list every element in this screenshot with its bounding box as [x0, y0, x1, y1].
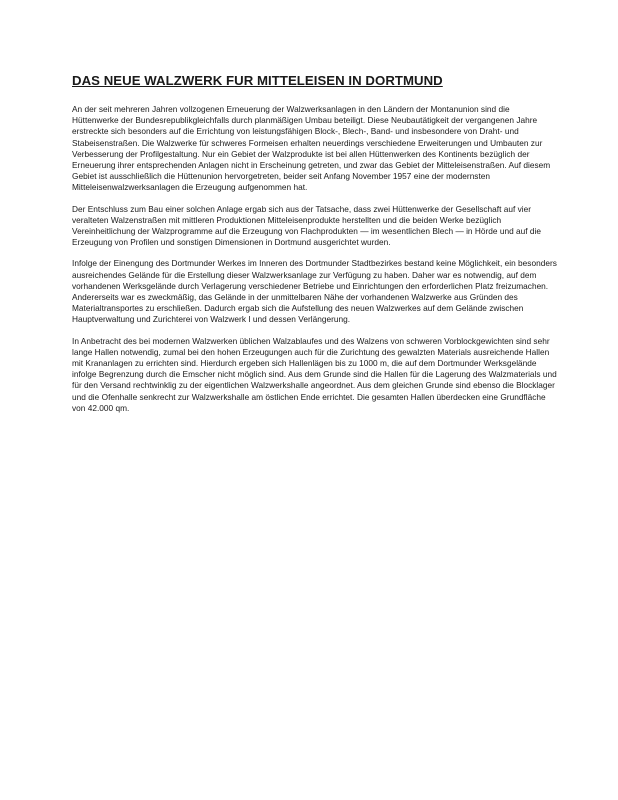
paragraph-2: Der Entschluss zum Bau einer solchen Anlage ergab sich aus der Tatsache, dass zwei Hüttenwerke der Gesellschaft auf vier veralteten Walzenstraßen mit mittleren Produktionen Mitteleisenprodukte herstellten und die beiden Werke bezüglich Vereinheitlichung der Walzprogramme auf die Erzeugung von Flachprodukten — im wesentlichen Blech — in Hörde und auf die Erzeugung von Profilen und sonstigen Dimensionen in Dortmund ausgerichtet wurden. — [72, 203, 541, 248]
paragraph-4: In Anbetracht des bei modernen Walzwerken üblichen Walzablaufes und des Walzens von schweren Vorblockgewichten sind sehr lange Hallen notwendig, zumal bei den hohen Erzeugungen auch für die Zurichtung des gewalzten Materials ausreichende Hallen mit Krananlagen zu errichten sind. Hierdurch ergeben sich Hallenlägen bis zu 1000 m, die auf dem Dortmunder Werksgelände infolge Begrenzung durch die Emscher nicht möglich sind. Aus dem Grunde sind die Hallen für die Lagerung des Walzmaterials und für den Versand rechtwinklig zu der eigentlichen Walzwerkshalle angeordnet. Aus dem gleichen Grunde sind ebenso die Blocklager und die Ofenhalle senkrecht zur Walzwerkshalle am östlichen Ende errichtet. Die gesamten Hallen überdecken eine Grundfläche von 42.000 qm. — [72, 335, 557, 413]
paragraph-1: An der seit mehreren Jahren vollzogenen Erneuerung der Walzwerksanlagen in den Ländern der Montanunion sind die Hüttenwerke der Bundesrepublikgleichfalls durch planmäßigen Umbau beteiligt. Diese Neubautätigkeit der vergangenen Jahre erstreckte sich besonders auf die Errichtung von leistungsfähigen Block-, Blech-, Band- und insbesondere von Draht- und Stabeisenstraßen. Die Walzwerke für schweres Formeisen erhalten neuerdings verschiedene Erweiterungen und Umbauten zur Verbesserung der Profilgestaltung. Nur ein Gebiet der Walzprodukte ist bei allen Hüttenwerken des Kontinents bezüglich der Erneuerung ihrer entsprechenden Anlagen nicht in Erscheinung getreten, und zwar das Gebiet der Mitteleisenstraßen. Auf diesem Gebiet ist ausschließlich die Hüttenunion hervorgetreten, beider seit Anfang November 1957 eine der modernsten Mitteleisenwalzwerksanlagen die Erzeugung aufgenommen hat. — [72, 104, 551, 193]
paragraph-3: Infolge der Einengung des Dortmunder Werkes im Inneren des Dortmunder Stadtbezirkes bestand keine Möglichkeit, ein besonders ausreichendes Gelände für die Erstellung dieser Walzwerksanlage zur Verfügung zu haben. Daher war es notwendig, auf dem vorhandenen Werksgelände durch Verlagerung verschiedener Betriebe und Einrichtungen den erforderlichen Platz freizumachen. Andererseits war es zweckmäßig, das Gelände in der unmittelbaren Nähe der vorhandenen Walzwerke aus Gründen des Materialtransportes zu erschließen. Dadurch ergab sich die Aufstellung des neuen Walzwerkes auf dem Gelände zwischen Hauptverwaltung und Zurichterei von Walzwerk I und dessen Verlängerung. — [72, 258, 557, 325]
document-title: DAS NEUE WALZWERK FUR MITTELEISEN IN DORTMUND — [72, 73, 443, 88]
